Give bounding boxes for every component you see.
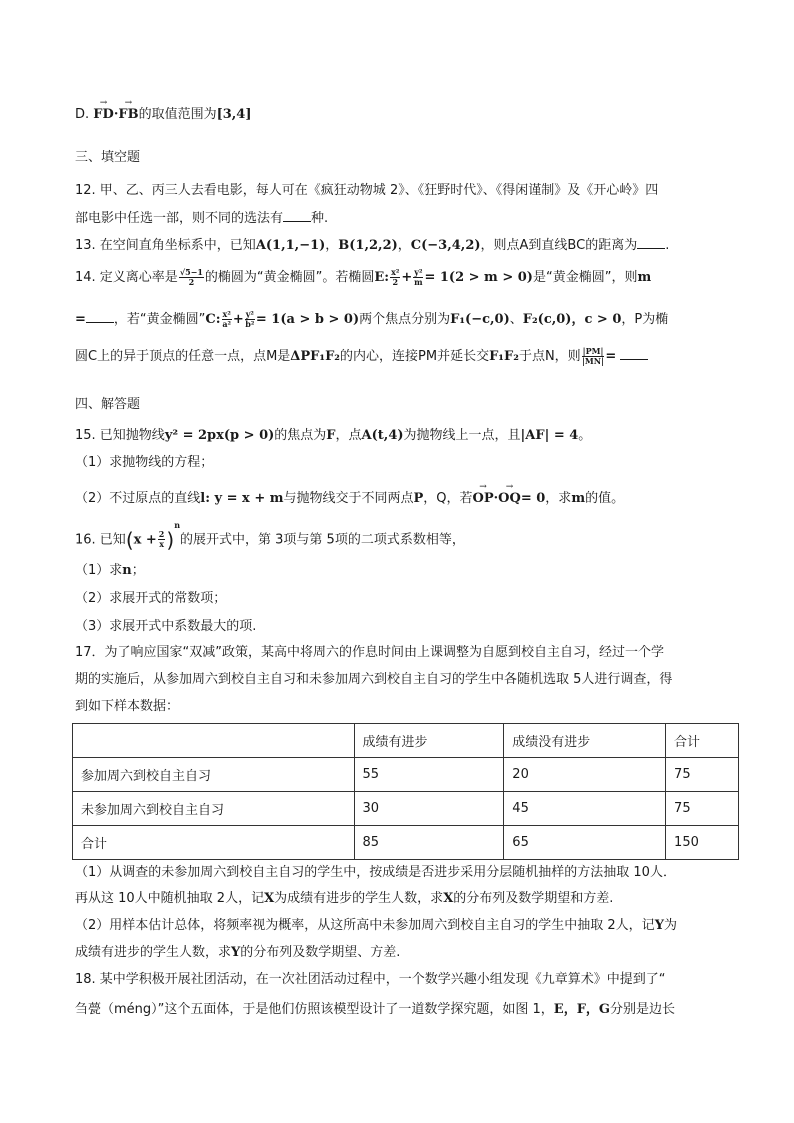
vector-op: → OP [473, 489, 494, 509]
text-span: 2 [158, 529, 165, 540]
text-span: 圆C上的异于顶点的任意一点，点M是 [75, 349, 291, 364]
text-span: √5−1 [179, 267, 203, 277]
text-span: C(−3,4,2) [410, 238, 481, 253]
q17-line3: 到如下样本数据： [75, 699, 180, 714]
text-span: l: y = x + m [200, 491, 284, 506]
text-span: y² [414, 267, 423, 277]
q17-part2-line1 [75, 916, 677, 936]
text-span: 16. 已知 [75, 532, 126, 548]
text-span: F₁F₂ [489, 349, 519, 364]
answer-blank [620, 345, 648, 360]
table-cell: 45 [504, 792, 666, 826]
text-span: F [326, 428, 336, 443]
table-cell: 75 [666, 758, 739, 792]
fraction-golden-ratio [179, 268, 204, 287]
text-span: ，若“黄金椭圆” [113, 312, 206, 327]
table-cell: 65 [504, 826, 666, 860]
text-span: ( [125, 527, 134, 552]
q15-part2 [75, 489, 624, 509]
text-span: 于点N，则 [518, 349, 581, 364]
text-span: （2）不过原点的直线 [75, 491, 201, 506]
text-span: B(1,2,2) [338, 238, 398, 253]
q16-part3: （3）求展开式中系数最大的项. [75, 619, 257, 634]
vector-fd: → FD [93, 105, 114, 125]
q17-part1-line1: （1）从调查的未参加周六到校自主自习的学生中，按成绩是否进步采用分层随机抽样的方法抽取 10人． [75, 865, 676, 880]
table-cell [73, 724, 355, 758]
text-span: E，F，G [553, 1002, 611, 1017]
text-span: 刍甍（méng）”这个五面体，于是他们仿照该模型设计了一道数学探究题，如图 1， [75, 1002, 554, 1017]
text-span: [3,4] [216, 107, 252, 122]
q18-line1: 18. 某中学积极开展社团活动，在一次社团活动过程中，一个数学兴趣小组发现《九章算术》中提到了“ [75, 972, 666, 987]
table-cell: 合计 [666, 724, 739, 758]
text-span: = 0 [520, 491, 546, 506]
text-span: 13. 在空间直角坐标系中，已知 [75, 238, 256, 253]
table-cell: 85 [354, 826, 504, 860]
text-span: E: [374, 270, 390, 285]
text-span: a² [222, 319, 232, 329]
text-span: （2）用样本估计总体，将频率视为概率，从这所高中未参加周六到校自主自习的学生中抽取 2人，记 [75, 918, 655, 933]
text-span: n [122, 563, 132, 578]
text-span: · [493, 491, 499, 506]
text-span: |AF| = 4 [520, 428, 579, 443]
table-cell: 参加周六到校自主自习 [73, 758, 355, 792]
text-span: ) [166, 527, 175, 552]
text-span: ； [131, 563, 145, 578]
text-span: 种. [311, 211, 329, 226]
text-span: x² [222, 309, 231, 319]
text-span: = 1(2 > m > 0) [424, 270, 533, 285]
q13 [75, 234, 669, 256]
q16-part1 [75, 561, 145, 581]
text-span: ，则点A到直线BC的距离为 [480, 238, 638, 253]
text-span: F₁(−c,0) [450, 312, 510, 327]
text-span: m [414, 277, 423, 287]
text-span: ， [325, 238, 339, 253]
text-span: 部电影中任选一部，则不同的选法有 [75, 211, 284, 226]
text-span: P [413, 491, 424, 506]
q12-line1: 12. 甲、乙、丙三人去看电影，每人可在《疯狂动物城 2》、《狂野时代》、《得闲谨制》及《开心岭》四 [75, 183, 659, 198]
answer-blank [283, 207, 311, 222]
text-span: . [665, 238, 670, 253]
q17-part2-line2 [75, 943, 400, 963]
text-span: 两个焦点分别为 [359, 312, 451, 327]
section-fill-blank-title: 三、填空题 [75, 150, 141, 165]
text-span: 为成绩有进步的学生人数，求 [274, 891, 444, 906]
q14-line2 [75, 308, 668, 330]
vector-oq: → OQ [498, 489, 521, 509]
q14-line1 [75, 268, 651, 288]
text-span: ，点 [335, 428, 362, 443]
text-span: 的内心，连接PM并延长交 [340, 349, 490, 364]
text-span: + [401, 270, 413, 285]
text-span: ，求 [545, 491, 572, 506]
text-span: 14. 定义离心率是 [75, 270, 178, 285]
text-span: X [443, 891, 454, 906]
text-span: 的展开式中，第 3项与第 5项的二项式系数相等， [180, 532, 465, 548]
text-span: + [232, 312, 244, 327]
text-span: m [571, 491, 586, 506]
text-span: m [637, 270, 652, 285]
text-span: 成绩有进步的学生人数，求 [75, 945, 232, 960]
text-span: ， [397, 238, 411, 253]
table-cell: 55 [354, 758, 504, 792]
q17-line1: 17．为了响应国家“双减”政策，某高中将周六的作息时间由上课调整为自愿到校自主自习，经过一个学 [75, 645, 665, 660]
text-span: = [605, 349, 617, 364]
text-span: 。 [578, 428, 592, 443]
answer-blank [637, 234, 665, 249]
text-span: 的值。 [585, 491, 625, 506]
table-header-row [73, 724, 739, 758]
q12-line2 [75, 207, 328, 229]
text-span: = 1(a > b > 0) [255, 312, 360, 327]
text-span: x + [133, 532, 157, 548]
text-span: b² [245, 319, 255, 329]
table-cell: 未参加周六到校自主自习 [73, 792, 355, 826]
text-span: F₂(c,0) [522, 312, 572, 327]
option-d [75, 105, 252, 125]
q16-part2: （2）求展开式的常数项； [75, 591, 227, 606]
table-row [73, 758, 739, 792]
text-span: y² = 2px(p > 0) [164, 428, 275, 443]
text-span: （1）求 [75, 563, 123, 578]
vector-fb: → FB [118, 105, 138, 125]
text-span: 2 [392, 277, 399, 287]
answer-blank [86, 308, 114, 323]
q16-stem [75, 520, 465, 552]
table-cell: 30 [354, 792, 504, 826]
text-span: 的分布列及数学期望、方差. [240, 945, 401, 960]
text-span: x² [391, 267, 400, 277]
text-span: 15. 已知抛物线 [75, 428, 165, 443]
table-cell: 75 [666, 792, 739, 826]
text-span: C: [205, 312, 221, 327]
text-span: D. [75, 107, 90, 122]
text-span: 再从这 10人中随机抽取 2人，记 [75, 891, 265, 906]
text-span: 、 [509, 312, 523, 327]
q17-line2: 期的实施后，从参加周六到校自主自习和未参加周六到校自主自习的学生中各随机选取 5人进行调查，得 [75, 672, 673, 687]
text-span: 为抛物线上一点，且 [403, 428, 521, 443]
table-cell: 150 [666, 826, 739, 860]
text-span: x [159, 539, 164, 550]
text-span: 的椭圆为“黄金椭圆”。若椭圆 [204, 270, 375, 285]
text-span: ，c > 0 [571, 312, 622, 327]
text-span: · [113, 107, 119, 122]
text-span: 的焦点为 [274, 428, 327, 443]
text-span: 是“黄金椭圆”，则 [532, 270, 638, 285]
table-cell: 成绩没有进步 [504, 724, 666, 758]
text-span: |MN| [582, 356, 605, 366]
q15-stem [75, 426, 591, 446]
text-span: A(1,1,−1) [255, 238, 326, 253]
table-row [73, 792, 739, 826]
text-span: 与抛物线交于不同两点 [283, 491, 414, 506]
text-span: n [174, 520, 181, 530]
sample-data-table [72, 723, 739, 860]
text-span: 的分布列及数学期望和方差. [453, 891, 614, 906]
text-span: A(t,4) [361, 428, 404, 443]
table-row [73, 826, 739, 860]
q17-part1-line2 [75, 889, 613, 909]
text-span: Y [231, 945, 241, 960]
q14-line3 [75, 345, 648, 367]
text-span: 为 [663, 918, 677, 933]
table-cell: 成绩有进步 [354, 724, 504, 758]
text-span: 2 [188, 277, 195, 287]
text-span: ，Q，若 [423, 491, 473, 506]
text-span: |PM| [582, 346, 604, 356]
text-span: 分别是边长 [610, 1002, 676, 1017]
q15-part1: （1）求抛物线的方程； [75, 455, 214, 470]
text-span: X [264, 891, 275, 906]
table-cell: 合计 [73, 826, 355, 860]
table-cell: 20 [504, 758, 666, 792]
q18-line2 [75, 1000, 675, 1020]
text-span: ，P为椭 [621, 312, 669, 327]
text-span: 的取值范围为 [138, 107, 217, 122]
section-solve-title: 四、解答题 [75, 397, 141, 412]
text-span: ΔPF₁F₂ [290, 349, 341, 364]
text-span: y² [245, 309, 254, 319]
text-span: = [75, 312, 86, 327]
text-span: Y [654, 918, 664, 933]
